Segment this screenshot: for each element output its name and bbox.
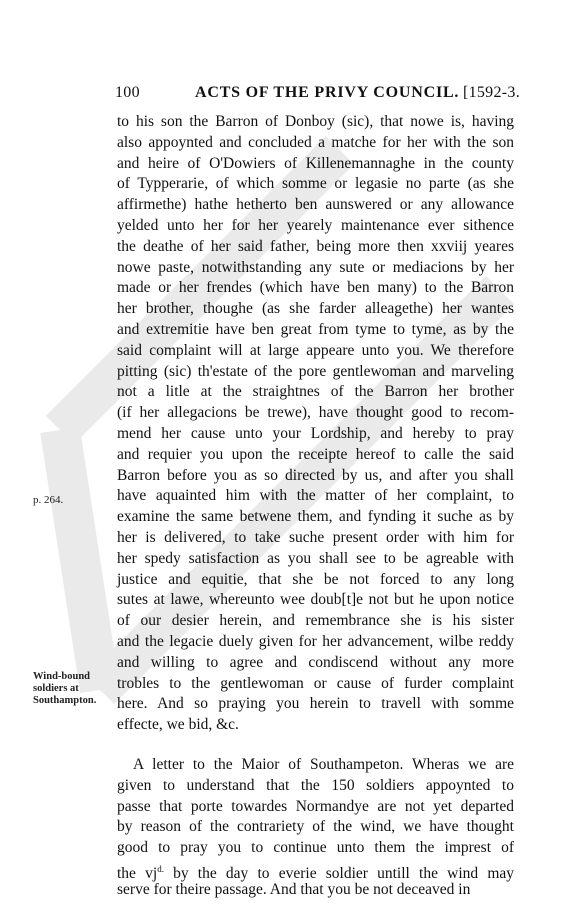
margin-page-reference: p. 264. xyxy=(33,494,64,506)
text-line: affirmethe) hathe hetherto ben aunswered or any allowance xyxy=(117,196,514,214)
text-line: good to pray you to continue unto them the imprest of xyxy=(117,839,514,857)
text-line: here. And so praying you herein to travell with somme xyxy=(117,695,514,713)
text-line: by reason of the contrariety of the wind, we have thought xyxy=(117,818,514,836)
text-line: and heire of O'Dowiers of Killenemannaghe in the county xyxy=(117,154,514,172)
page-number: 100 xyxy=(115,84,140,101)
page-body xyxy=(117,112,514,900)
superscript-d: d. xyxy=(157,863,164,874)
text-line: her brother, thoughe (as she farder alleagethe) her wantes xyxy=(117,300,514,318)
text-line: (if her allegacions be trewe), have thought good to recom- xyxy=(117,404,514,422)
margin-note-line: Wind-bound xyxy=(33,671,91,682)
text-line: justice and equitie, that she be not forced to any long xyxy=(117,570,514,588)
text-line: sutes at lawe, whereunto wee doub[t]e not but he upon notice xyxy=(117,591,514,609)
text-line: nowe paste, notwithstanding any sute or mediacions by her xyxy=(117,258,514,276)
text-line: yelded unto her for her yearely maintenance ever sithence xyxy=(117,216,514,234)
text-line: mend her cause unto your Lordship, and hereby to pray xyxy=(117,424,514,442)
margin-note-windbound xyxy=(33,671,96,707)
paragraph-southampton-letter xyxy=(117,755,514,901)
text-line: have aquainted him with the matter of her complaint, to xyxy=(117,487,514,505)
text-line: not a litle at the straightnes of the Barron her brother xyxy=(117,383,514,401)
text-line: the deathe of her said father, being more then xxviij yeares xyxy=(117,237,514,255)
text-line: the $vj^{d.}$ by the day to everie soldier untill the wind may xyxy=(117,863,515,883)
paragraph-gap xyxy=(117,736,514,755)
text-line: made or her frendes (which have ben many) to the Barron xyxy=(117,279,514,297)
running-title: ACTS OF THE PRIVY COUNCIL. xyxy=(195,84,460,101)
text-line: passe that porte towardes Normandye are not yet departed xyxy=(117,797,514,815)
text-line: Barron before you as so directed by us, and after you shall xyxy=(117,466,514,484)
text-line: and extremitie have ben great from tyme to tyme, as by the xyxy=(117,320,514,338)
text-line: also appoynted and concluded a matche for her with the son xyxy=(117,133,514,151)
text-line: her is delivered, to take suche present order with him for xyxy=(117,528,514,546)
text-line: her spedy satisfaction as you shall see to be agreable with xyxy=(117,549,514,567)
text-line: pitting (sic) th'estate of the pore gentlewoman and marveling xyxy=(117,362,514,380)
text-line: effecte, we bid, &c. xyxy=(117,716,239,734)
page-header xyxy=(115,84,520,106)
text-line: A letter to the Maior of Southampeton. Wheras we are xyxy=(133,755,514,773)
text-line: of Typperarie, of which somme or legasie no parte (as she xyxy=(117,175,514,193)
text-line: examine the same betwene them, and fynding it suche as by xyxy=(117,508,514,526)
paragraph-letter-continuation xyxy=(117,112,514,736)
text-line: and requier you upon the receipte hereof to calle the said xyxy=(117,445,514,463)
text-line: serve for theire passage. And that you be not deceaved in xyxy=(117,880,471,898)
text-line: and the legacie duely given for her advancement, wilbe reddy xyxy=(117,632,514,650)
text-line: trobles to the gentlewoman or cause of furder complaint xyxy=(117,674,514,692)
header-year: [1592-3. xyxy=(462,84,520,101)
text-line: and willing to agree and condiscend without any more xyxy=(117,653,514,671)
text-line: said complaint will at large appeare unto you. We therefore xyxy=(117,341,514,359)
text-line: given to understand that the 150 soldiers appoynted to xyxy=(117,776,514,794)
text-line: to his son the Barron of Donboy (sic), that nowe is, having xyxy=(117,113,514,130)
margin-note-line: Southampton. xyxy=(33,695,97,706)
margin-note-line: soldiers at xyxy=(33,683,79,694)
text-line: of our desier herein, and remembrance she is his sister xyxy=(117,612,514,630)
